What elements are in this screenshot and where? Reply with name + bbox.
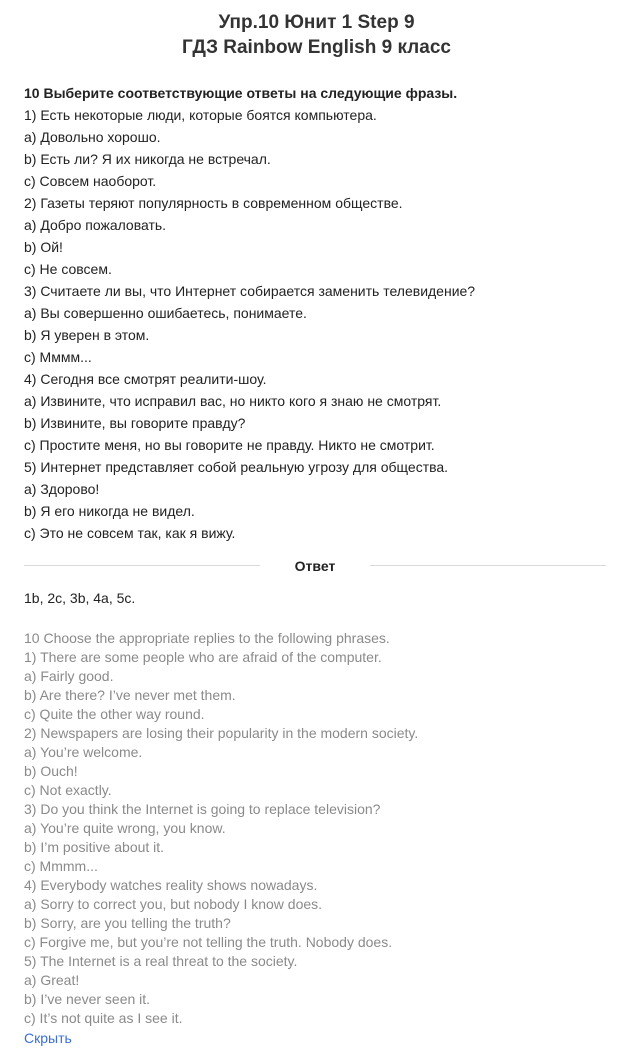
en-line: a) Fairly good. xyxy=(24,668,114,684)
divider-rule-right xyxy=(370,565,606,566)
page-title: Упр.10 Юнит 1 Step 9 xyxy=(218,12,415,33)
page-subtitle: ГДЗ Rainbow English 9 класс xyxy=(182,37,451,58)
en-line: 10 Choose the appropriate replies to the following phrases. xyxy=(24,630,390,646)
en-line: 5) The Internet is a real threat to the society. xyxy=(24,953,298,969)
ru-line: a) Извините, что исправил вас, но никто кого я знаю не смотрят. xyxy=(24,393,442,409)
ru-line: a) Здорово! xyxy=(24,481,100,497)
task-heading: 10 Выберите соответствующие ответы на следующие фразы. xyxy=(24,85,458,101)
ru-line: b) Я его никогда не видел. xyxy=(24,503,195,519)
task-english xyxy=(24,629,624,1028)
ru-line: c) Не совсем. xyxy=(24,261,112,277)
ru-line: b) Извините, вы говорите правду? xyxy=(24,415,246,431)
ru-line: a) Вы совершенно ошибаетесь, понимаете. xyxy=(24,305,307,321)
answer-divider xyxy=(24,557,606,575)
ru-line: c) Мммм... xyxy=(24,349,92,365)
en-line: a) Sorry to correct you, but nobody I know does. xyxy=(24,896,323,912)
en-line: c) Mmmm... xyxy=(24,858,98,874)
en-line: 2) Newspapers are losing their popularity in the modern society. xyxy=(24,725,419,741)
answer-text: 1b, 2c, 3b, 4a, 5c. xyxy=(24,590,136,606)
en-line: c) It’s not quite as I see it. xyxy=(24,1010,183,1026)
ru-line: 5) Интернет представляет собой реальную угрозу для общества. xyxy=(24,459,449,475)
ru-line: 3) Считаете ли вы, что Интернет собирается заменить телевидение? xyxy=(24,283,476,299)
ru-line: c) Это не совсем так, как я вижу. xyxy=(24,525,236,541)
ru-line: a) Добро пожаловать. xyxy=(24,217,167,233)
ru-line: 2) Газеты теряют популярность в современном обществе. xyxy=(24,195,403,211)
answer-label: Ответ xyxy=(294,558,336,574)
ru-line: b) Есть ли? Я их никогда не встречал. xyxy=(24,151,271,167)
divider-rule-left xyxy=(24,565,260,566)
en-line: b) I’m positive about it. xyxy=(24,839,165,855)
ru-line: 4) Сегодня все смотрят реалити-шоу. xyxy=(24,371,267,387)
en-line: c) Quite the other way round. xyxy=(24,706,205,722)
ru-line: a) Довольно хорошо. xyxy=(24,129,161,145)
hide-link[interactable]: Скрыть xyxy=(24,1030,72,1046)
en-line: 3) Do you think the Internet is going to replace television? xyxy=(24,801,381,817)
ru-line: b) Ой! xyxy=(24,239,63,255)
en-line: b) Are there? I’ve never met them. xyxy=(24,687,236,703)
en-line: b) I’ve never seen it. xyxy=(24,991,151,1007)
en-line: c) Forgive me, but you’re not telling the truth. Nobody does. xyxy=(24,934,393,950)
en-line: b) Ouch! xyxy=(24,763,78,779)
en-line: b) Sorry, are you telling the truth? xyxy=(24,915,231,931)
ru-line: 1) Есть некоторые люди, которые боятся компьютера. xyxy=(24,107,377,123)
en-line: a) Great! xyxy=(24,972,80,988)
ru-line: b) Я уверен в этом. xyxy=(24,327,150,343)
en-line: c) Not exactly. xyxy=(24,782,112,798)
en-line: 1) There are some people who are afraid of the computer. xyxy=(24,649,382,665)
en-line: a) You’re welcome. xyxy=(24,744,143,760)
ru-line: c) Совсем наоборот. xyxy=(24,173,157,189)
ru-line: c) Простите меня, но вы говорите не правду. Никто не смотрит. xyxy=(24,437,435,453)
task-russian xyxy=(24,82,624,544)
en-line: a) You’re quite wrong, you know. xyxy=(24,820,226,836)
en-line: 4) Everybody watches reality shows nowadays. xyxy=(24,877,318,893)
